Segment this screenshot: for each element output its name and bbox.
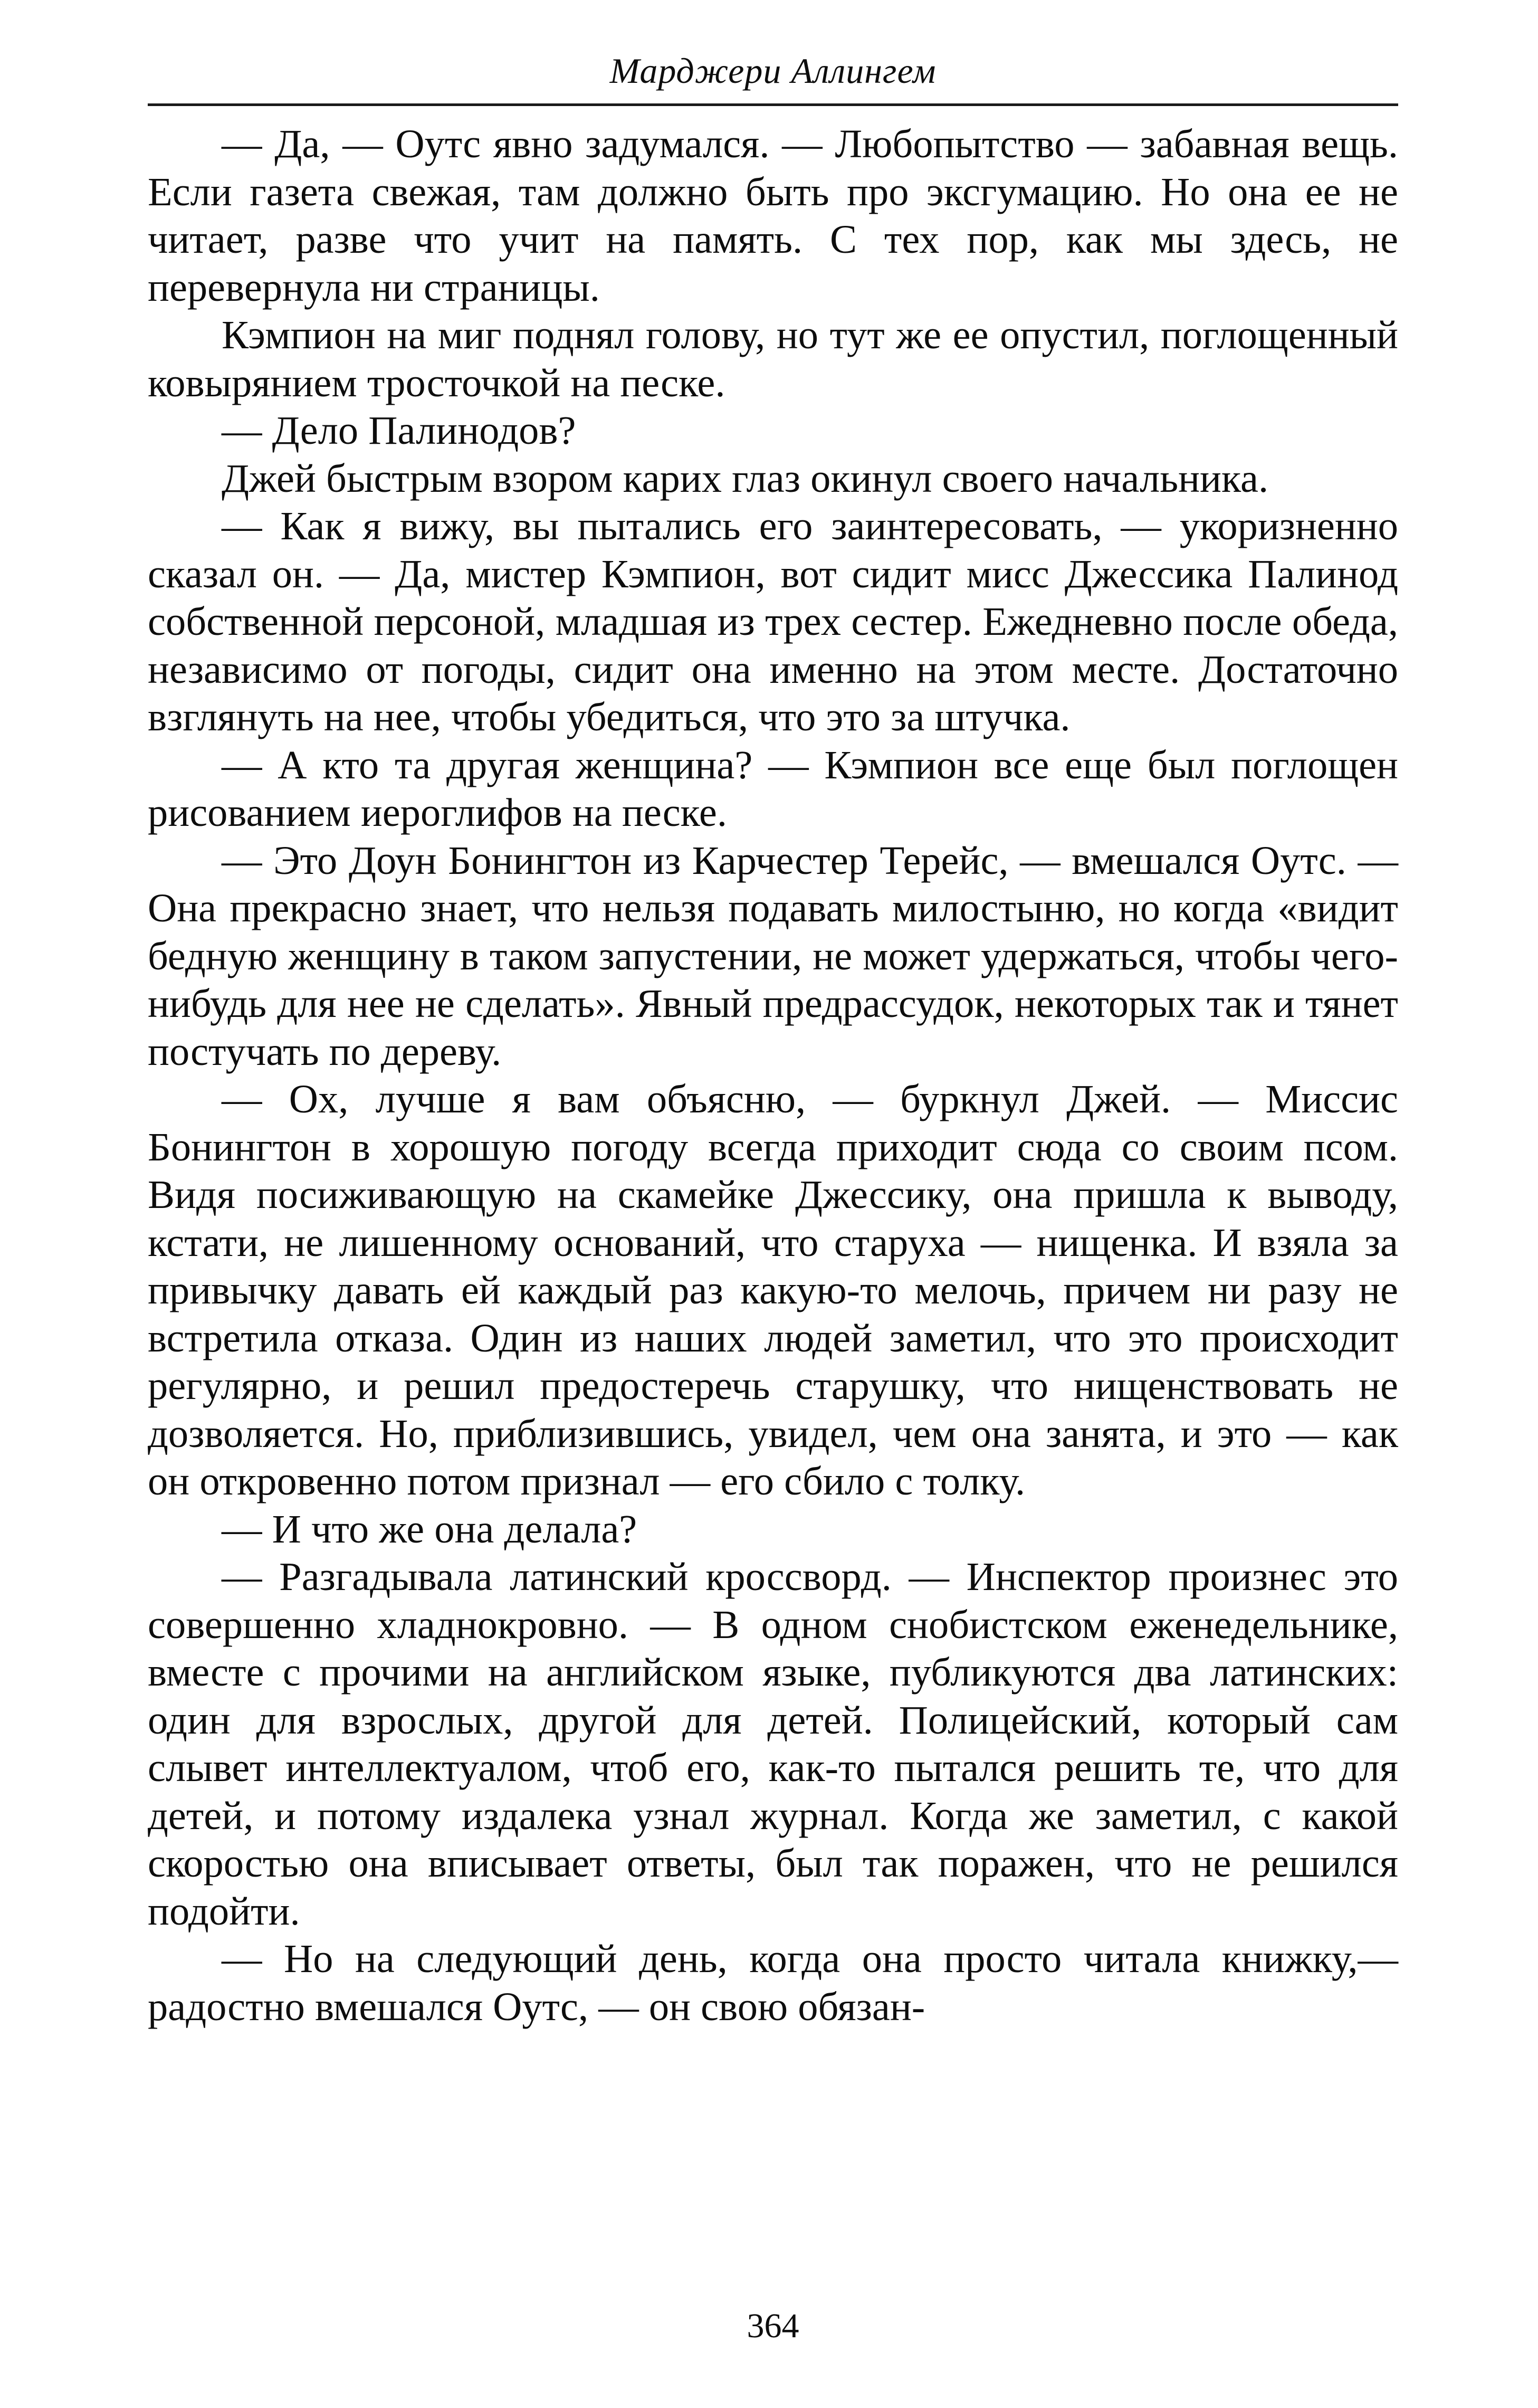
running-head: Марджери Аллингем — [609, 51, 937, 91]
page-number: 364 — [747, 2307, 799, 2345]
paragraph: — Но на следующий день, когда она просто читала книжку,— радостно вмешался Оутс, — он свою обязан- — [148, 1936, 1398, 2029]
paragraph: — Как я вижу, вы пытались его заинтересовать, — укоризненно сказал он. — Да, мистер Кэмпион, вот сидит мисс Джессика Палинод собственной персоной, младшая из трех сестер. Ежедневно после обеда, независимо от погоды, сидит она именно на этом месте. Достаточно взглянуть на нее, чтобы убедиться, что это за штучка. — [148, 503, 1398, 739]
paragraph: Кэмпион на миг поднял голову, но тут же ее опустил, поглощенный ковырянием тросточкой на песке. — [148, 312, 1398, 405]
paragraph: — И что же она делала? — [222, 1506, 637, 1552]
paragraph: — Это Доун Бонингтон из Карчестер Терейс, — вмешался Оутс. — Она прекрасно знает, что нельзя подавать милостыню, но когда «видит бедную женщину в таком запустении, не может удержаться, чтобы чего-нибудь для нее не сделать». Явный предрассудок, некоторых так и тянет постучать по дереву. — [148, 837, 1398, 1074]
body-text — [148, 120, 1398, 2031]
paragraph: — Ох, лучше я вам объясню, — буркнул Джей. — Миссис Бонингтон в хорошую погоду всегда приходит сюда со своим псом. Видя посиживающую на скамейке Джессику, она пришла к выводу, кстати, не лишенному оснований, что старуха — нищенка. И взяла за привычку давать ей каждый раз какую-то мелочь, причем ни разу не встретила отказа. Один из наших людей заметил, что это происходит регулярно, и решил предостеречь старушку, что нищенствовать не дозволяется. Но, приблизившись, увидел, чем она занята, и это — как он откровенно потом признал — его сбило с толку. — [148, 1077, 1398, 1503]
paragraph: — А кто та другая женщина? — Кэмпион все еще был поглощен рисованием иероглифов на песке. — [148, 742, 1398, 835]
paragraph: — Дело Палинодов? — [222, 408, 576, 453]
paragraph: — Да, — Оутс явно задумался. — Любопытство — забавная вещь. Если газета свежая, там должно быть про эксгумацию. Но она ее не читает, разве что учит на память. С тех пор, как мы здесь, не перевернула ни страницы. — [148, 121, 1398, 310]
paragraph: Джей быстрым взором карих глаз окинул своего начальника. — [222, 455, 1269, 501]
paragraph: — Разгадывала латинский кроссворд. — Инспектор произнес это совершенно хладнокровно. — В одном снобистском еженедельнике, вместе с прочими на английском языке, публикуются два латинских: один для взрослых, другой для детей. Полицейский, который сам слывет интеллектуалом, чтоб его, как-то пытался решить те, что для детей, и потому издалека узнал журнал. Когда же заметил, с какой скоростью она вписывает ответы, был так поражен, что не решился подойти. — [148, 1554, 1398, 1934]
header-rule — [148, 103, 1398, 106]
